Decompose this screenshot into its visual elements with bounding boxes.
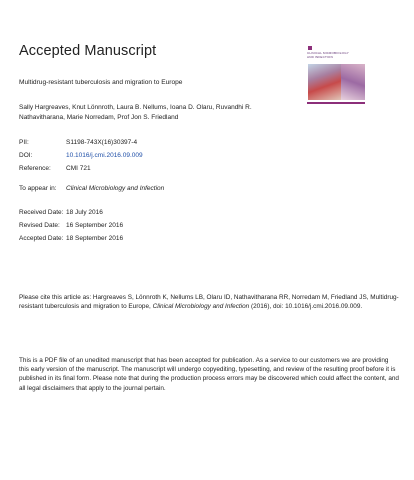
accepted-label: Accepted Date:	[19, 235, 64, 242]
authors-line2: Nathavitharana, Marie Norredam, Prof Jon S. Friedland	[19, 113, 179, 121]
citation-text: Please cite this article as: Hargreaves S, Lönnroth K, Nellums LB, Olaru ID, Nathavitharana RR, Norredam M, Friedland JS, Multidrug-resistant tuberculosis and migration to Europe,	[19, 294, 399, 311]
meta-received	[19, 209, 103, 216]
doi-link[interactable]: 10.1016/j.cmi.2016.09.009	[66, 152, 143, 159]
authors	[19, 103, 319, 122]
cover-photo-secondary	[341, 64, 365, 100]
appear-label: To appear in:	[19, 185, 57, 192]
cover-journal-name	[307, 51, 349, 59]
meta-revised	[19, 222, 123, 229]
cover-photo	[308, 64, 341, 100]
disclaimer-paragraph: This is a PDF file of an unedited manuscript that has been accepted for publication. As a service to our customers we are providing this early version of the manuscript. The manuscript will undergo copyediting, typesetting, and review of the resulting proof before it is published in its final form. Please note that during the production process errors may be discovered which could affect the content, and all legal disclaimers that apply to the journal pertain.	[19, 357, 399, 392]
pii-label: PII:	[19, 139, 29, 146]
received-label: Received Date:	[19, 209, 64, 216]
journal-cover-image	[307, 40, 365, 112]
meta-appear-in	[19, 185, 164, 192]
citation-doi: (2016), doi: 10.1016/j.cmi.2016.09.009.	[249, 303, 363, 311]
header-title: Accepted Manuscript	[19, 43, 157, 59]
article-title: Multidrug-resistant tuberculosis and migration to Europe	[19, 79, 183, 86]
meta-pii	[19, 139, 137, 146]
revised-label: Revised Date:	[19, 222, 60, 229]
revised-value: 16 September 2016	[66, 222, 124, 229]
citation-paragraph	[19, 293, 399, 311]
pii-value: S1198-743X(16)30397-4	[66, 139, 138, 146]
reference-value: CMI 721	[66, 165, 91, 172]
citation-journal: Clinical Microbiology and Infection	[152, 303, 250, 311]
received-value: 18 July 2016	[66, 209, 103, 216]
cover-journal-name-line1: CLINICAL MICROBIOLOGY	[307, 51, 349, 55]
meta-reference	[19, 165, 91, 172]
accepted-value: 18 September 2016	[66, 235, 124, 242]
doi-label: DOI:	[19, 152, 33, 159]
publisher-logo-icon	[308, 46, 312, 50]
reference-label: Reference:	[19, 165, 51, 172]
cover-journal-name-line2: AND INFECTION	[307, 55, 333, 59]
meta-doi	[19, 152, 143, 159]
authors-line1: Sally Hargreaves, Knut Lönnroth, Laura B. Nellums, Ioana D. Olaru, Ruvandhi R.	[19, 104, 252, 111]
meta-accepted	[19, 235, 123, 242]
appear-value: Clinical Microbiology and Infection	[66, 185, 165, 192]
